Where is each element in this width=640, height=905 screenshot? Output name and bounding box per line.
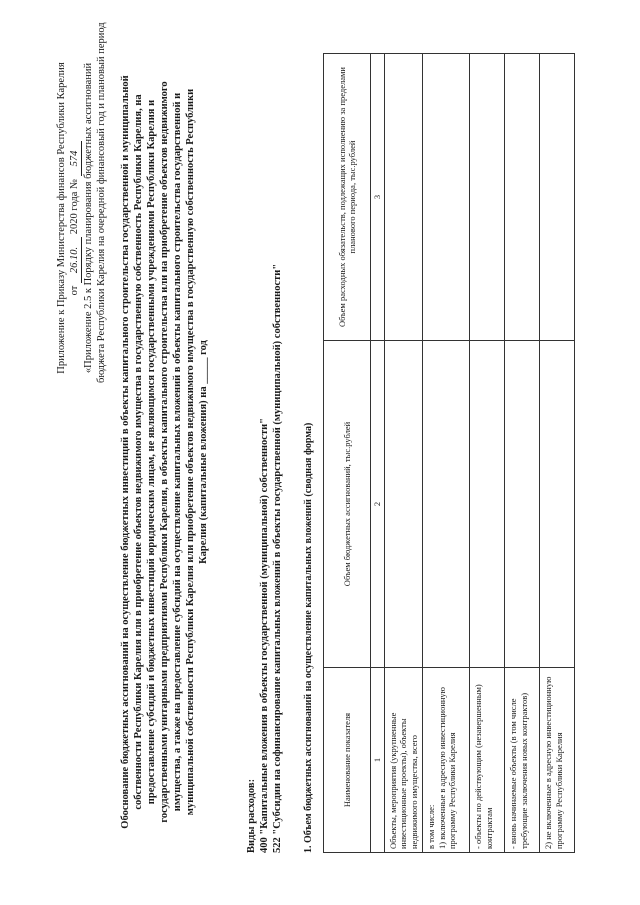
title-line: собственности Республики Карелия или в приобретение объектов недвижимого имущества в государственную собственность Республики Карелия, на (133, 94, 144, 810)
empty-cell (540, 54, 575, 341)
empty-cell (423, 341, 470, 668)
appendix-line-2 (68, 53, 82, 383)
appendix-header (55, 22, 108, 383)
row-label: Объекты, мероприятия (укрупненные инвестиционные проекты), объекты недвижимого имущества, всего (384, 668, 423, 853)
column-number: 3 (371, 54, 385, 341)
title-line: предоставление субсидий и бюджетных инвестиций юридическим лицам, не являющимся государственными учреждениями Республики Карелия и (146, 99, 157, 805)
table-row (470, 54, 505, 853)
header-obligations-beyond-period: Объем расходных обязательств, подлежащих исполнению за пределами планового периода, тыс.рублей (324, 54, 371, 341)
document-title (119, 47, 210, 857)
appendix-line-3: «Приложение 2.5 к Порядку планирования бюджетных ассигнований (83, 62, 94, 374)
empty-cell (423, 54, 470, 341)
empty-cell (505, 54, 540, 341)
table-row (505, 54, 540, 853)
appendix-line-1: Приложение к Приказу Министерства финансов Республики Карелия (56, 62, 67, 374)
column-number: 2 (371, 341, 385, 668)
empty-cell (540, 341, 575, 668)
table-row (384, 54, 423, 853)
title-line: Обоснование бюджетных ассигнований на осуществление бюджетных инвестиций в объекты капитального строительства государственной и муниципальной (120, 75, 131, 829)
title-line: государственными унитарными предприятиями Республики Карелия, в объекты капитального строительства или на приобретение объектов недвижимого (159, 81, 170, 823)
appendix-date: 26.10. (68, 237, 82, 283)
appendix-line-4: бюджета Республики Карелия на очередной финансовый год и плановый период (96, 22, 107, 383)
row-label: - объекты по действующим (незавершенным) контрактам (470, 668, 505, 853)
row-label: в том числе: 1) включенные в адресную инвестиционную программу Республики Карелия (423, 668, 470, 853)
table-row (423, 54, 470, 853)
section-title: 1. Объем бюджетных ассигнований на осуществление капитальных вложений (сводная форма) (303, 422, 314, 853)
empty-cell (384, 341, 423, 668)
header-indicator-name: Наименование показателя (324, 668, 371, 853)
appendix-number: 574 (68, 141, 82, 177)
rotated-page (55, 22, 585, 857)
table-header-row (324, 54, 371, 853)
column-number-row (371, 54, 385, 853)
title-last-line: Карелия (капитальные вложения) на _____ год (198, 340, 209, 564)
empty-cell (505, 341, 540, 668)
row-label: - вновь начинаемые объекты (в том числе требующие заключения новых контрактов) (505, 668, 540, 853)
header-budget-allocations: Объем бюджетных ассигнований, тыс.рублей (324, 341, 371, 668)
expense-type-522: 522 "Субсидии на софинансирование капитальных вложений в объекты государственной (муниципальной) собственности" (272, 263, 283, 853)
table-row (540, 54, 575, 853)
column-number: 1 (371, 668, 385, 853)
appendix-year: 2020 года № (69, 178, 80, 235)
expense-types (245, 73, 284, 853)
empty-cell (470, 341, 505, 668)
title-line: муниципальной собственности Республики Карелия или приобретение объектов недвижимого имущества в государственную собственность Республики (185, 88, 196, 816)
empty-cell (384, 54, 423, 341)
capital-investments-table (323, 53, 575, 853)
expense-type-400: 400 "Капитальные вложения в объекты государственной (муниципальной) собственности" (259, 418, 270, 853)
title-line: имущества, а также на предоставление субсидий на осуществление капитальных вложений в объекты капитального строительства государственной и (172, 92, 183, 812)
expense-types-heading: Виды расходов: (246, 778, 257, 853)
appendix-from: от (69, 285, 80, 296)
empty-cell (470, 54, 505, 341)
row-label: 2) не включенные в адресную инвестиционную программу Республики Карелия (540, 668, 575, 853)
